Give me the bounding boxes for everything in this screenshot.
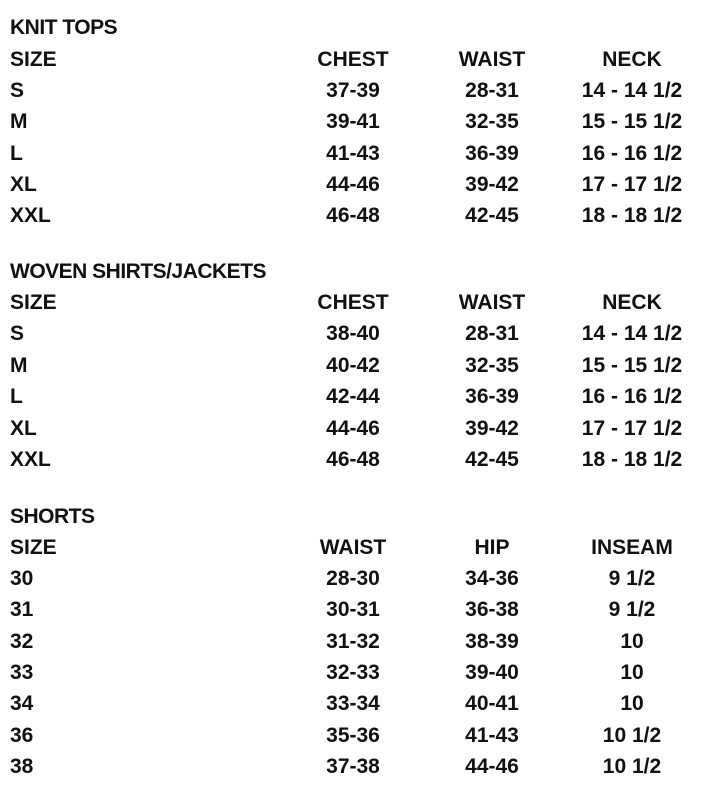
- section-title: WOVEN SHIRTS/JACKETS: [10, 260, 267, 283]
- waist-cell: 35-36: [326, 724, 380, 747]
- hip-cell: 41-43: [465, 724, 519, 747]
- waist-cell: 39-42: [465, 417, 519, 440]
- table-row: [0, 693, 728, 724]
- table-row: [0, 449, 728, 480]
- waist-cell: 36-39: [465, 385, 519, 408]
- chest-cell: 38-40: [326, 322, 380, 345]
- neck-cell: 14 - 14 1/2: [581, 322, 683, 345]
- waist-cell: 28-31: [465, 79, 519, 102]
- header-hip: HIP: [474, 536, 510, 559]
- table-row: [0, 386, 728, 417]
- size-cell: 32: [10, 630, 34, 653]
- table-header-row: [0, 292, 728, 323]
- hip-cell: 44-46: [465, 755, 519, 778]
- size-cell: 38: [10, 755, 34, 778]
- chest-cell: 37-39: [326, 79, 380, 102]
- neck-cell: 16 - 16 1/2: [581, 142, 683, 165]
- neck-cell: 16 - 16 1/2: [581, 385, 683, 408]
- header-inseam: INSEAM: [591, 536, 673, 559]
- waist-cell: 32-33: [326, 661, 380, 684]
- header-waist: WAIST: [458, 291, 526, 314]
- chest-cell: 44-46: [326, 173, 380, 196]
- size-cell: S: [10, 322, 25, 345]
- table-row: [0, 80, 728, 111]
- size-cell: L: [10, 385, 23, 408]
- inseam-cell: 10: [620, 661, 644, 684]
- waist-cell: 28-30: [326, 567, 380, 590]
- inseam-cell: 10: [620, 692, 644, 715]
- waist-cell: 33-34: [326, 692, 380, 715]
- hip-cell: 34-36: [465, 567, 519, 590]
- size-cell: M: [10, 110, 28, 133]
- table-row: [0, 355, 728, 386]
- inseam-cell: 10: [620, 630, 644, 653]
- header-chest: CHEST: [317, 48, 389, 71]
- inseam-cell: 9 1/2: [608, 567, 656, 590]
- size-cell: 36: [10, 724, 34, 747]
- table-row: [0, 568, 728, 599]
- chest-cell: 41-43: [326, 142, 380, 165]
- neck-cell: 15 - 15 1/2: [581, 354, 683, 377]
- table-row: [0, 205, 728, 236]
- table-row: [0, 143, 728, 174]
- table-row: [0, 725, 728, 756]
- waist-cell: 42-45: [465, 204, 519, 227]
- header-size: SIZE: [10, 291, 57, 314]
- section-title: KNIT TOPS: [10, 16, 118, 39]
- neck-cell: 14 - 14 1/2: [581, 79, 683, 102]
- waist-cell: 28-31: [465, 322, 519, 345]
- size-cell: 30: [10, 567, 34, 590]
- chest-cell: 39-41: [326, 110, 380, 133]
- section-title: SHORTS: [10, 505, 95, 528]
- size-cell: XXL: [10, 204, 51, 227]
- header-neck: NECK: [602, 291, 662, 314]
- table-row: [0, 662, 728, 693]
- waist-cell: 39-42: [465, 173, 519, 196]
- neck-cell: 18 - 18 1/2: [581, 204, 683, 227]
- size-cell: 31: [10, 598, 34, 621]
- waist-cell: 32-35: [465, 354, 519, 377]
- header-chest: CHEST: [317, 291, 389, 314]
- hip-cell: 39-40: [465, 661, 519, 684]
- header-size: SIZE: [10, 48, 57, 71]
- table-row: [0, 174, 728, 205]
- neck-cell: 17 - 17 1/2: [581, 417, 683, 440]
- hip-cell: 40-41: [465, 692, 519, 715]
- waist-cell: 42-45: [465, 448, 519, 471]
- neck-cell: 18 - 18 1/2: [581, 448, 683, 471]
- header-neck: NECK: [602, 48, 662, 71]
- chest-cell: 44-46: [326, 417, 380, 440]
- header-waist: WAIST: [458, 48, 526, 71]
- size-cell: 33: [10, 661, 34, 684]
- inseam-cell: 9 1/2: [608, 598, 656, 621]
- header-size: SIZE: [10, 536, 57, 559]
- waist-cell: 31-32: [326, 630, 380, 653]
- inseam-cell: 10 1/2: [602, 755, 662, 778]
- size-cell: S: [10, 79, 25, 102]
- table-row: [0, 599, 728, 630]
- table-header-row: [0, 49, 728, 80]
- size-cell: XXL: [10, 448, 51, 471]
- neck-cell: 15 - 15 1/2: [581, 110, 683, 133]
- hip-cell: 38-39: [465, 630, 519, 653]
- chest-cell: 40-42: [326, 354, 380, 377]
- waist-cell: 32-35: [465, 110, 519, 133]
- neck-cell: 17 - 17 1/2: [581, 173, 683, 196]
- inseam-cell: 10 1/2: [602, 724, 662, 747]
- chest-cell: 42-44: [326, 385, 380, 408]
- waist-cell: 36-39: [465, 142, 519, 165]
- header-waist: WAIST: [319, 536, 387, 559]
- chest-cell: 46-48: [326, 448, 380, 471]
- size-cell: 34: [10, 692, 34, 715]
- table-row: [0, 323, 728, 354]
- chest-cell: 46-48: [326, 204, 380, 227]
- size-cell: XL: [10, 173, 37, 196]
- size-cell: XL: [10, 417, 37, 440]
- waist-cell: 37-38: [326, 755, 380, 778]
- table-row: [0, 631, 728, 662]
- table-header-row: [0, 537, 728, 568]
- table-row: [0, 111, 728, 142]
- size-cell: M: [10, 354, 28, 377]
- table-row: [0, 756, 728, 787]
- hip-cell: 36-38: [465, 598, 519, 621]
- size-cell: L: [10, 142, 23, 165]
- waist-cell: 30-31: [326, 598, 380, 621]
- table-row: [0, 418, 728, 449]
